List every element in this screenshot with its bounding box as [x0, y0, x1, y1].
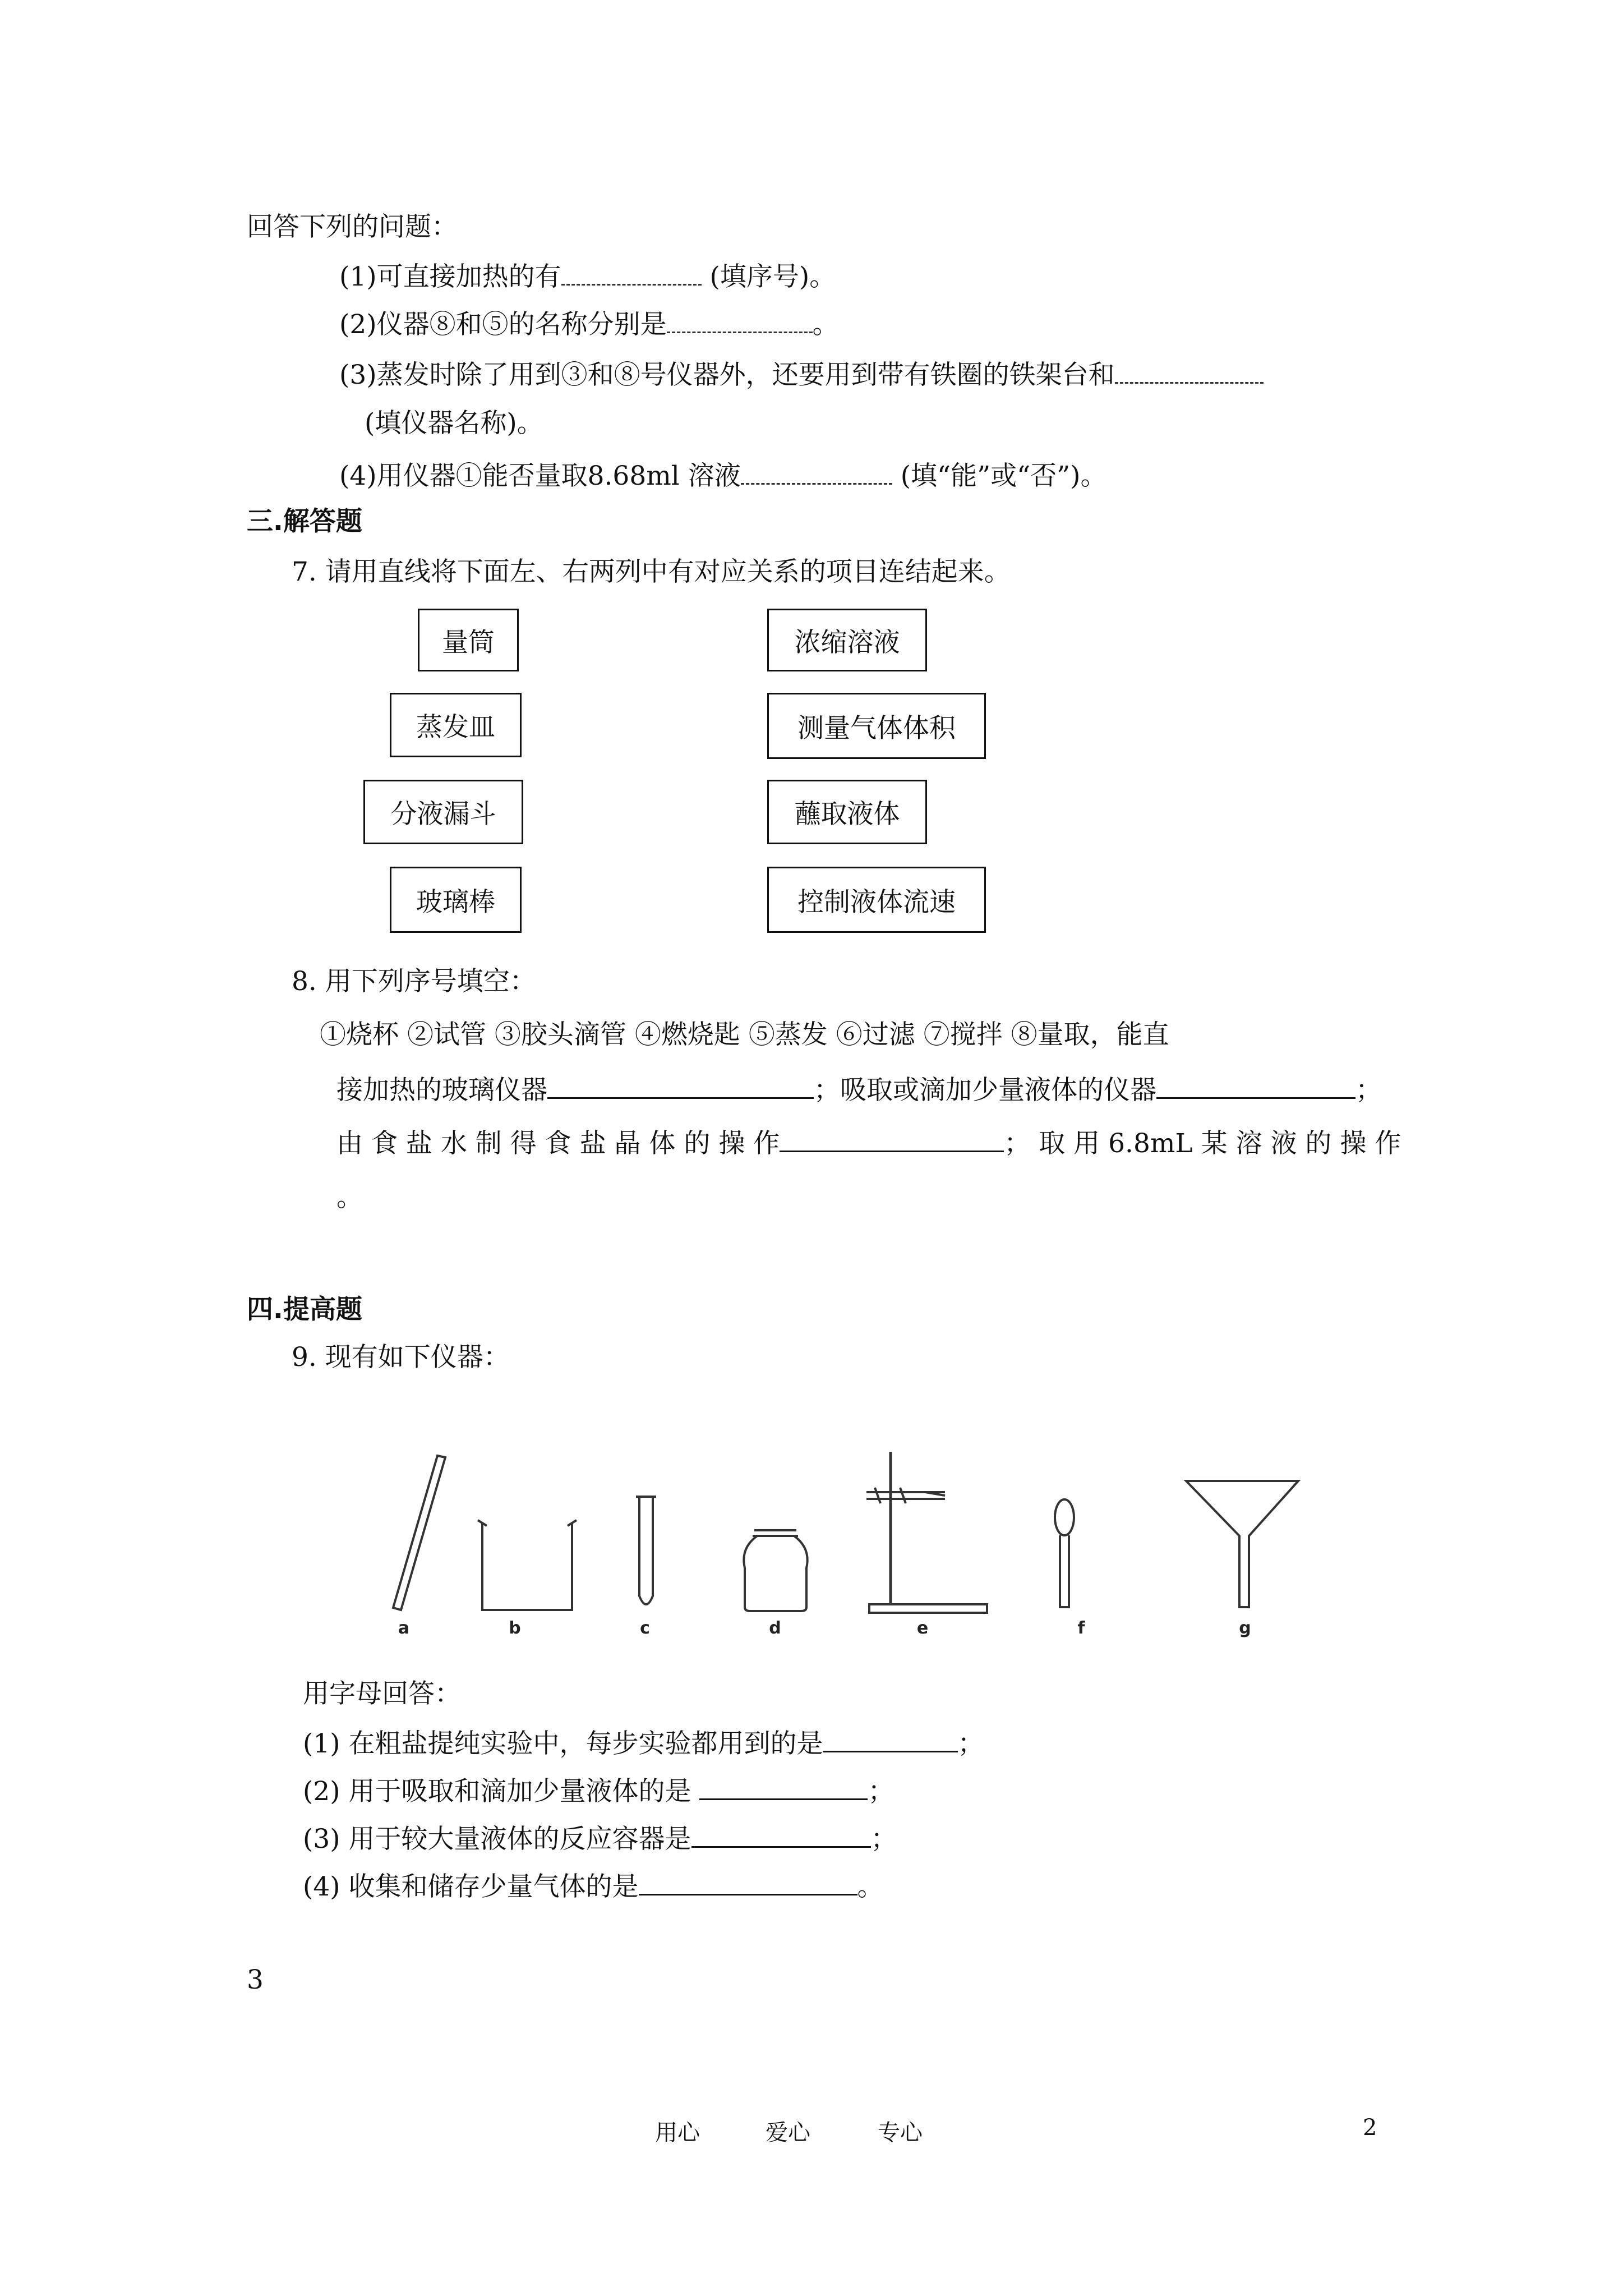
- q6-sub1-tail: (填序号)。: [709, 261, 836, 292]
- q8-options: ①烧杯 ②试管 ③胶头滴管 ④燃烧匙 ⑤蒸发 ⑥过滤 ⑦搅拌 ⑧量取，能直: [320, 1019, 1169, 1050]
- gas-jar-icon: [744, 1530, 807, 1611]
- q8-line2: [336, 1071, 1382, 1107]
- q9-sub3: [303, 1820, 897, 1856]
- q7-left-item-4[interactable]: 玻璃棒: [390, 867, 522, 933]
- label-e: e: [916, 1618, 929, 1638]
- dropper-icon: [1055, 1499, 1074, 1607]
- q9-answer-intro: 用字母回答：: [303, 1678, 461, 1709]
- section-intro: 回答下列的问题：: [247, 211, 458, 242]
- q9-sub1-text: (1) 在粗盐提纯实验中，每步实验都用到的是: [303, 1728, 823, 1759]
- q9-sub2-text: (2) 用于吸取和滴加少量液体的是: [303, 1776, 691, 1807]
- q9-sub1-tail: ；: [957, 1728, 984, 1759]
- q9-sub4-tail: 。: [857, 1871, 884, 1902]
- q8-line2-text-b: ；吸取或滴加少量液体的仪器: [814, 1075, 1156, 1106]
- q6-sub4-text: (4)用仪器①能否量取8.68ml 溶液: [339, 461, 741, 491]
- label-f: f: [1077, 1618, 1085, 1638]
- iron-stand-icon: [866, 1452, 987, 1613]
- q8-line2-text-c: ；: [1355, 1075, 1382, 1106]
- beaker-icon: [478, 1520, 577, 1610]
- test-tube-icon: [636, 1497, 656, 1604]
- q8-line2-text-a: 接加热的玻璃仪器: [336, 1075, 547, 1106]
- footer-slogan-1: 用心: [655, 2120, 700, 2146]
- q8-line3-text-b: ； 取 用 6.8mL 某 溶 液 的 操 作: [1004, 1128, 1401, 1159]
- q9-sub3-text: (3) 用于较大量液体的反应容器是: [303, 1824, 691, 1855]
- q6-sub4-blank[interactable]: [741, 457, 892, 485]
- section4-heading: 四.提高题: [247, 1294, 362, 1325]
- q8-line3-text-a: 由 食 盐 水 制 得 食 盐 晶 体 的 操 作: [336, 1128, 780, 1159]
- q8-line4: 。: [336, 1182, 363, 1213]
- q7-right-item-4[interactable]: 控制液体流速: [767, 867, 986, 933]
- q9-sub3-blank[interactable]: [691, 1820, 871, 1848]
- q8-blank-dropper[interactable]: [1156, 1071, 1355, 1099]
- q9-sub3-tail: ；: [870, 1824, 897, 1855]
- q6-sub4-tail: (填“能”或“否”)。: [900, 461, 1107, 491]
- label-c: c: [640, 1618, 650, 1638]
- q8-stem: 8. 用下列序号填空：: [292, 966, 536, 997]
- q6-sub2: [339, 306, 839, 342]
- q6-sub4: [339, 457, 1107, 493]
- q9-sub4-blank[interactable]: [639, 1868, 857, 1895]
- q7-right-item-3[interactable]: 蘸取液体: [767, 780, 927, 844]
- q9-sub2-blank[interactable]: [699, 1773, 868, 1800]
- footer-slogan-2: 爱心: [766, 2120, 810, 2146]
- q6-sub2-text: (2)仪器⑧和⑤的名称分别是: [339, 309, 667, 340]
- q8-blank-crystal[interactable]: [780, 1125, 1004, 1152]
- q9-sub1-blank[interactable]: [823, 1725, 958, 1752]
- q7-left-item-3[interactable]: 分液漏斗: [363, 780, 523, 844]
- q7-right-item-2[interactable]: 测量气体体积: [767, 693, 986, 759]
- q9-sub2-tail: ；: [868, 1776, 895, 1807]
- q9-stem: 9. 现有如下仪器：: [292, 1342, 510, 1373]
- q6-sub3-blank[interactable]: [1115, 356, 1264, 384]
- label-g: g: [1239, 1618, 1251, 1638]
- q9-sub2: [303, 1773, 894, 1809]
- section3-heading: 三.解答题: [247, 506, 362, 537]
- q7-left-item-2[interactable]: 蒸发皿: [390, 693, 522, 757]
- label-a: a: [398, 1618, 410, 1638]
- q6-sub2-blank[interactable]: [667, 306, 813, 333]
- q9-sub4: [303, 1868, 884, 1904]
- q8-line3: [336, 1125, 1401, 1161]
- q6-sub3: [339, 356, 1264, 392]
- q6-sub1-blank[interactable]: [561, 258, 702, 286]
- q6-sub3-text: (3)蒸发时除了用到③和⑧号仪器外，还要用到带有铁圈的铁架台和: [339, 360, 1115, 390]
- q7-right-item-1[interactable]: 浓缩溶液: [767, 609, 927, 671]
- q6-sub1: [339, 258, 836, 294]
- footer-page-number: 2: [1363, 2115, 1377, 2141]
- q6-sub1-text: (1)可直接加热的有: [339, 261, 561, 292]
- label-d: d: [769, 1618, 781, 1638]
- q6-sub2-tail: 。: [812, 309, 839, 340]
- glass-rod-icon: [393, 1456, 445, 1610]
- q9-sub1: [303, 1725, 984, 1761]
- label-b: b: [509, 1618, 521, 1638]
- footer-slogan-3: 专心: [878, 2120, 923, 2146]
- q7-left-item-1[interactable]: 量筒: [418, 609, 519, 671]
- page-mark: 3: [247, 1964, 264, 1995]
- funnel-icon: [1186, 1481, 1298, 1607]
- q6-sub3-cont: (填仪器名称)。: [365, 408, 543, 439]
- q7-stem: 7. 请用直线将下面左、右两列中有对应关系的项目连结起来。: [292, 556, 1011, 587]
- q9-sub4-text: (4) 收集和储存少量气体的是: [303, 1871, 639, 1902]
- q8-blank-glass-heat[interactable]: [547, 1071, 814, 1099]
- apparatus-figure: [348, 1436, 1335, 1649]
